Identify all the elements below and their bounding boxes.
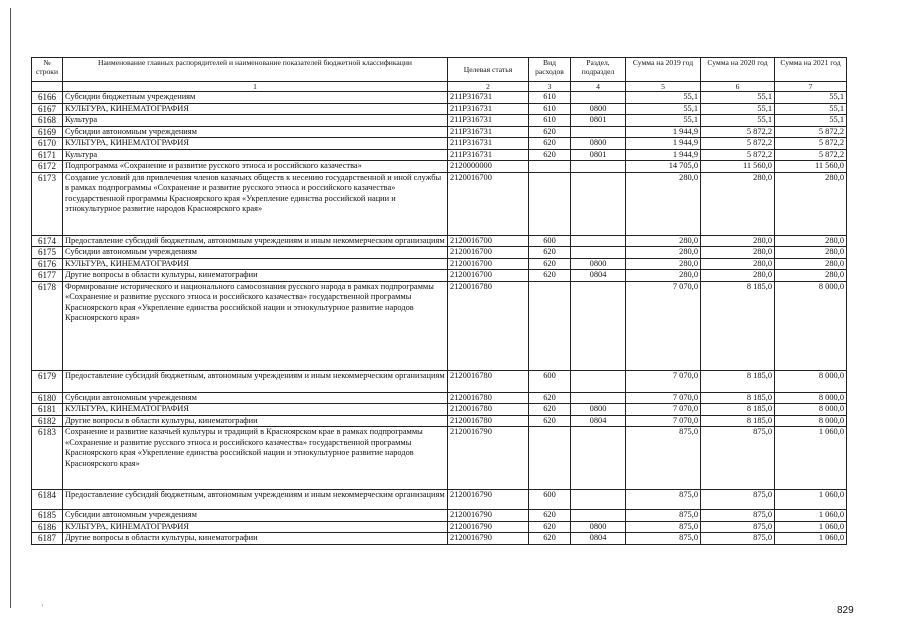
row-expense-type: 620 xyxy=(529,149,571,161)
table-body xyxy=(32,92,847,545)
column-number: 6 xyxy=(701,82,775,92)
table-row xyxy=(32,172,847,235)
row-sum-2019: 875,0 xyxy=(626,427,701,490)
row-sum-2021: 280,0 xyxy=(775,258,847,270)
table-row xyxy=(32,404,847,416)
row-section: 0804 xyxy=(571,270,626,282)
table-header-row xyxy=(32,58,847,82)
row-sum-2019: 280,0 xyxy=(626,270,701,282)
row-name: Субсидии автономным учреждениям xyxy=(63,510,448,522)
row-sum-2020: 55,1 xyxy=(701,115,775,127)
column-number: 3 xyxy=(529,82,571,92)
row-expense-type: 610 xyxy=(529,115,571,127)
table-row xyxy=(32,258,847,270)
row-name: КУЛЬТУРА, КИНЕМАТОГРАФИЯ xyxy=(63,404,448,416)
row-sum-2019: 875,0 xyxy=(626,521,701,533)
row-sum-2020: 8 185,0 xyxy=(701,392,775,404)
row-target-article: 2120016700 xyxy=(448,270,529,282)
row-name: Культура xyxy=(63,149,448,161)
header-expense-type: Вид расходов xyxy=(529,58,571,82)
table-row xyxy=(32,510,847,522)
row-expense-type xyxy=(529,161,571,173)
page-number: 829 xyxy=(837,605,854,616)
table-row xyxy=(32,103,847,115)
header-row-number: № строки xyxy=(32,58,63,82)
row-name: КУЛЬТУРА, КИНЕМАТОГРАФИЯ xyxy=(63,521,448,533)
row-expense-type: 610 xyxy=(529,103,571,115)
row-name: Другие вопросы в области культуры, кинематографии xyxy=(63,270,448,282)
row-number: 6169 xyxy=(32,126,63,138)
table-row xyxy=(32,427,847,490)
row-target-article: 211P316731 xyxy=(448,149,529,161)
row-sum-2021: 55,1 xyxy=(775,92,847,104)
row-expense-type: 600 xyxy=(529,370,571,392)
row-sum-2021: 1 060,0 xyxy=(775,533,847,545)
row-sum-2019: 55,1 xyxy=(626,103,701,115)
row-number: 6181 xyxy=(32,404,63,416)
row-name: Предоставление субсидий бюджетным, автономным учреждениям и иным некоммерческим организациям xyxy=(63,370,448,392)
row-section xyxy=(571,281,626,370)
row-expense-type: 620 xyxy=(529,270,571,282)
row-sum-2021: 55,1 xyxy=(775,103,847,115)
row-sum-2021: 55,1 xyxy=(775,115,847,127)
row-expense-type: 620 xyxy=(529,126,571,138)
row-expense-type: 620 xyxy=(529,415,571,427)
row-name: Субсидии бюджетным учреждениям xyxy=(63,92,448,104)
row-name: Создание условий для привлечения членов казачьих обществ к несению государственной и иной службы в рамках подпрограммы «Сохранение и развитие русского этноса и российского казачества» государственной программы Красноярского края «Укрепление единства российской нации и этнокультурное развитие народов Красноярского края» xyxy=(63,172,448,235)
table-row xyxy=(32,149,847,161)
row-sum-2021: 280,0 xyxy=(775,172,847,235)
row-name: Субсидии автономным учреждениям xyxy=(63,392,448,404)
row-target-article: 211P316731 xyxy=(448,103,529,115)
row-name: Другие вопросы в области культуры, кинематографии xyxy=(63,533,448,545)
row-expense-type: 620 xyxy=(529,533,571,545)
row-sum-2020: 5 872,2 xyxy=(701,149,775,161)
column-number-row xyxy=(32,82,847,92)
row-sum-2019: 280,0 xyxy=(626,172,701,235)
row-number: 6177 xyxy=(32,270,63,282)
row-sum-2019: 1 944,9 xyxy=(626,149,701,161)
row-name: Подпрограмма «Сохранение и развитие русского этноса и российского казачества» xyxy=(63,161,448,173)
row-expense-type: 620 xyxy=(529,392,571,404)
table-row xyxy=(32,490,847,510)
row-target-article: 2120016790 xyxy=(448,521,529,533)
row-name: КУЛЬТУРА, КИНЕМАТОГРАФИЯ xyxy=(63,138,448,150)
row-target-article: 2120016790 xyxy=(448,510,529,522)
row-sum-2019: 1 944,9 xyxy=(626,126,701,138)
row-name: Другие вопросы в области культуры, кинематографии xyxy=(63,415,448,427)
table-row xyxy=(32,235,847,247)
header-target-article: Целевая статья xyxy=(448,58,529,82)
header-sum-2019: Сумма на 2019 год xyxy=(626,58,701,82)
row-expense-type: 620 xyxy=(529,247,571,259)
row-expense-type: 610 xyxy=(529,92,571,104)
row-section: 0800 xyxy=(571,521,626,533)
row-sum-2021: 8 000,0 xyxy=(775,415,847,427)
row-sum-2021: 1 060,0 xyxy=(775,521,847,533)
row-sum-2019: 14 705,0 xyxy=(626,161,701,173)
table-row xyxy=(32,92,847,104)
row-sum-2020: 875,0 xyxy=(701,490,775,510)
row-sum-2019: 55,1 xyxy=(626,115,701,127)
row-target-article: 2120016700 xyxy=(448,235,529,247)
row-sum-2019: 7 070,0 xyxy=(626,370,701,392)
row-section xyxy=(571,161,626,173)
row-target-article: 2120016780 xyxy=(448,415,529,427)
table-row xyxy=(32,247,847,259)
row-sum-2020: 875,0 xyxy=(701,533,775,545)
row-sum-2019: 280,0 xyxy=(626,247,701,259)
row-sum-2020: 11 560,0 xyxy=(701,161,775,173)
row-sum-2021: 280,0 xyxy=(775,247,847,259)
row-section: 0800 xyxy=(571,258,626,270)
header-sum-2021: Сумма на 2021 год xyxy=(775,58,847,82)
table-row xyxy=(32,370,847,392)
row-name: Культура xyxy=(63,115,448,127)
row-sum-2019: 1 944,9 xyxy=(626,138,701,150)
row-target-article: 2120016790 xyxy=(448,490,529,510)
row-expense-type xyxy=(529,427,571,490)
row-sum-2019: 875,0 xyxy=(626,533,701,545)
row-sum-2020: 280,0 xyxy=(701,235,775,247)
column-number: 5 xyxy=(626,82,701,92)
row-number: 6172 xyxy=(32,161,63,173)
row-section xyxy=(571,510,626,522)
row-expense-type: 620 xyxy=(529,510,571,522)
row-number: 6170 xyxy=(32,138,63,150)
row-name: КУЛЬТУРА, КИНЕМАТОГРАФИЯ xyxy=(63,103,448,115)
row-target-article: 2120000000 xyxy=(448,161,529,173)
row-number: 6183 xyxy=(32,427,63,490)
row-sum-2019: 7 070,0 xyxy=(626,404,701,416)
row-target-article: 2120016780 xyxy=(448,370,529,392)
column-number: 7 xyxy=(775,82,847,92)
row-number: 6175 xyxy=(32,247,63,259)
row-number: 6180 xyxy=(32,392,63,404)
row-sum-2021: 1 060,0 xyxy=(775,510,847,522)
row-section xyxy=(571,490,626,510)
table-row xyxy=(32,270,847,282)
row-target-article: 2120016790 xyxy=(448,427,529,490)
row-sum-2019: 280,0 xyxy=(626,258,701,270)
row-sum-2021: 1 060,0 xyxy=(775,427,847,490)
row-sum-2020: 280,0 xyxy=(701,247,775,259)
row-target-article: 2120016700 xyxy=(448,247,529,259)
row-number: 6185 xyxy=(32,510,63,522)
row-section xyxy=(571,247,626,259)
table-row xyxy=(32,415,847,427)
row-sum-2021: 8 000,0 xyxy=(775,281,847,370)
row-target-article: 2120016780 xyxy=(448,281,529,370)
row-section: 0800 xyxy=(571,103,626,115)
column-number: 1 xyxy=(63,82,448,92)
row-target-article: 2120016700 xyxy=(448,172,529,235)
row-sum-2020: 875,0 xyxy=(701,510,775,522)
row-expense-type: 620 xyxy=(529,138,571,150)
row-number: 6178 xyxy=(32,281,63,370)
table-row xyxy=(32,161,847,173)
row-sum-2021: 8 000,0 xyxy=(775,392,847,404)
row-sum-2020: 280,0 xyxy=(701,172,775,235)
row-name: Формирование исторического и национального самосознания русского народа в рамках подпрограммы «Сохранение и развитие русского этноса и российского казачества» государственной программы Красноярского края «Укрепление единства российской нации и этнокультурное развитие народов Красноярского края» xyxy=(63,281,448,370)
table-row xyxy=(32,281,847,370)
row-target-article: 211P316731 xyxy=(448,126,529,138)
row-name: Сохранение и развитие казачьей культуры и традиций в Красноярском крае в рамках подпрограммы «Сохранение и развитие русского этноса и российского казачества» государственной программы Красноярского края «Укрепление единства российской нации и этнокультурное развитие народов Красноярского края» xyxy=(63,427,448,490)
page-left-rule xyxy=(10,8,11,608)
row-sum-2020: 8 185,0 xyxy=(701,370,775,392)
row-target-article: 2120016780 xyxy=(448,404,529,416)
row-expense-type: 600 xyxy=(529,490,571,510)
row-number: 6186 xyxy=(32,521,63,533)
row-sum-2020: 875,0 xyxy=(701,521,775,533)
row-section: 0801 xyxy=(571,149,626,161)
row-sum-2020: 8 185,0 xyxy=(701,415,775,427)
table-row xyxy=(32,138,847,150)
row-sum-2021: 5 872,2 xyxy=(775,126,847,138)
table-row xyxy=(32,392,847,404)
row-number: 6167 xyxy=(32,103,63,115)
row-sum-2021: 8 000,0 xyxy=(775,404,847,416)
row-expense-type xyxy=(529,172,571,235)
row-sum-2020: 5 872,2 xyxy=(701,126,775,138)
row-expense-type: 620 xyxy=(529,521,571,533)
row-sum-2020: 55,1 xyxy=(701,92,775,104)
row-section: 0801 xyxy=(571,115,626,127)
row-number: 6173 xyxy=(32,172,63,235)
row-section xyxy=(571,235,626,247)
row-sum-2020: 280,0 xyxy=(701,270,775,282)
row-sum-2019: 7 070,0 xyxy=(626,281,701,370)
row-number: 6176 xyxy=(32,258,63,270)
row-sum-2020: 280,0 xyxy=(701,258,775,270)
row-target-article: 2120016700 xyxy=(448,258,529,270)
row-target-article: 211P316731 xyxy=(448,115,529,127)
row-sum-2020: 8 185,0 xyxy=(701,404,775,416)
row-section xyxy=(571,172,626,235)
row-sum-2019: 7 070,0 xyxy=(626,415,701,427)
budget-table xyxy=(31,57,847,545)
row-expense-type xyxy=(529,281,571,370)
header-name: Наименование главных распорядителей и наименование показателей бюджетной классификации xyxy=(63,58,448,82)
row-name: Субсидии автономным учреждениям xyxy=(63,247,448,259)
row-sum-2020: 8 185,0 xyxy=(701,281,775,370)
table-row xyxy=(32,533,847,545)
row-sum-2020: 5 872,2 xyxy=(701,138,775,150)
row-section: 0804 xyxy=(571,533,626,545)
row-sum-2021: 280,0 xyxy=(775,270,847,282)
row-sum-2019: 7 070,0 xyxy=(626,392,701,404)
row-expense-type: 620 xyxy=(529,258,571,270)
row-section xyxy=(571,126,626,138)
row-name: Субсидии автономным учреждениям xyxy=(63,126,448,138)
row-expense-type: 600 xyxy=(529,235,571,247)
row-number: 6171 xyxy=(32,149,63,161)
row-target-article: 2120016790 xyxy=(448,533,529,545)
row-number: 6166 xyxy=(32,92,63,104)
row-number: 6184 xyxy=(32,490,63,510)
row-section xyxy=(571,92,626,104)
column-number xyxy=(32,82,63,92)
row-number: 6174 xyxy=(32,235,63,247)
row-section: 0804 xyxy=(571,415,626,427)
table-row xyxy=(32,126,847,138)
row-section: 0800 xyxy=(571,404,626,416)
row-sum-2019: 55,1 xyxy=(626,92,701,104)
header-section: Раздел, подраздел xyxy=(571,58,626,82)
scan-mark: ' xyxy=(42,603,44,612)
row-target-article: 211P316731 xyxy=(448,138,529,150)
row-sum-2021: 8 000,0 xyxy=(775,370,847,392)
column-number: 4 xyxy=(571,82,626,92)
row-sum-2021: 11 560,0 xyxy=(775,161,847,173)
row-number: 6168 xyxy=(32,115,63,127)
header-sum-2020: Сумма на 2020 год xyxy=(701,58,775,82)
table-row xyxy=(32,521,847,533)
row-target-article: 2120016780 xyxy=(448,392,529,404)
row-section xyxy=(571,427,626,490)
row-sum-2021: 280,0 xyxy=(775,235,847,247)
row-sum-2021: 5 872,2 xyxy=(775,138,847,150)
row-sum-2019: 875,0 xyxy=(626,510,701,522)
row-name: КУЛЬТУРА, КИНЕМАТОГРАФИЯ xyxy=(63,258,448,270)
row-sum-2020: 55,1 xyxy=(701,103,775,115)
row-name: Предоставление субсидий бюджетным, автономным учреждениям и иным некоммерческим организациям xyxy=(63,490,448,510)
row-sum-2019: 280,0 xyxy=(626,235,701,247)
row-section: 0800 xyxy=(571,138,626,150)
row-expense-type: 620 xyxy=(529,404,571,416)
row-sum-2021: 5 872,2 xyxy=(775,149,847,161)
row-name: Предоставление субсидий бюджетным, автономным учреждениям и иным некоммерческим организациям xyxy=(63,235,448,247)
row-section xyxy=(571,392,626,404)
row-number: 6179 xyxy=(32,370,63,392)
row-sum-2019: 875,0 xyxy=(626,490,701,510)
row-sum-2020: 875,0 xyxy=(701,427,775,490)
row-sum-2021: 1 060,0 xyxy=(775,490,847,510)
row-number: 6187 xyxy=(32,533,63,545)
column-number: 2 xyxy=(448,82,529,92)
table-row xyxy=(32,115,847,127)
row-target-article: 211P316731 xyxy=(448,92,529,104)
row-section xyxy=(571,370,626,392)
row-number: 6182 xyxy=(32,415,63,427)
